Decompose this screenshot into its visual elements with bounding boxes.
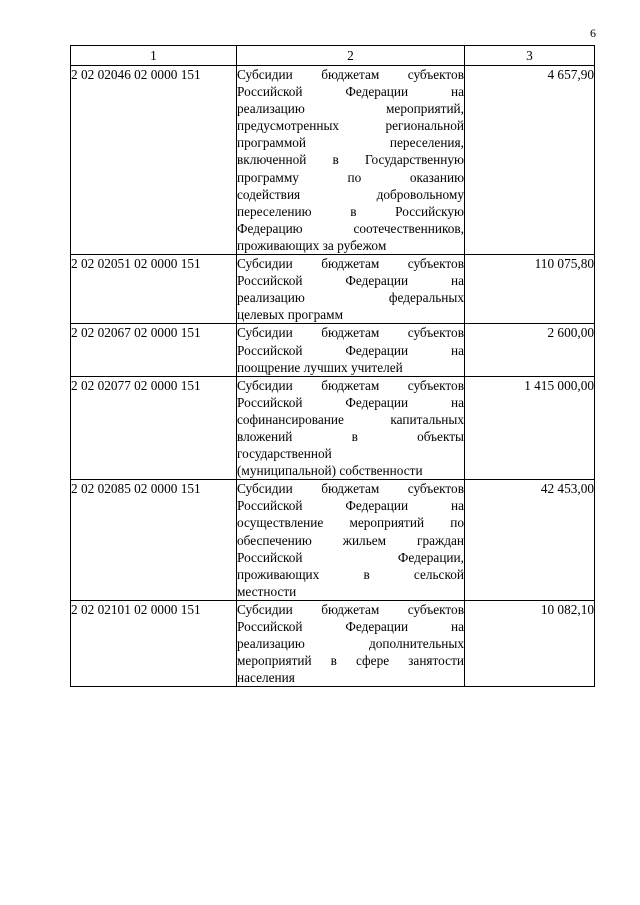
description-cell — [237, 66, 465, 255]
description-line: поощрение лучших учителей — [237, 359, 403, 375]
description-line: населения — [237, 670, 295, 686]
description-line: Российской Федерации на — [237, 342, 464, 358]
description-line: включенной в Государственную — [237, 152, 464, 168]
description-cell — [237, 480, 465, 601]
budget-code-cell: 2 02 02077 02 0000 151 — [71, 376, 237, 480]
column-header-2: 2 — [237, 46, 465, 66]
description-line: Субсидии бюджетам субъектов — [237, 256, 464, 272]
description-line: реализацию дополнительных — [237, 636, 464, 652]
description-line: программой переселения, — [237, 135, 464, 151]
amount-cell: 4 657,90 — [465, 66, 595, 255]
budget-table — [70, 45, 595, 687]
table-header-row — [71, 46, 595, 66]
amount-cell: 110 075,80 — [465, 255, 595, 324]
description-line: Российской Федерации на — [237, 273, 464, 289]
table-row — [71, 600, 595, 686]
description-line: Российской Федерации на — [237, 84, 464, 100]
description-line: реализацию мероприятий, — [237, 101, 464, 117]
description-line: софинансирование капитальных — [237, 411, 464, 427]
description-line: Субсидии бюджетам субъектов — [237, 67, 464, 82]
description-line: Субсидии бюджетам субъектов — [237, 601, 464, 617]
description-cell — [237, 600, 465, 686]
page-number: 6 — [590, 26, 596, 40]
column-header-3: 3 — [465, 46, 595, 66]
description-line: (муниципальной) собственности — [237, 463, 423, 479]
table-row — [71, 255, 595, 324]
description-line: вложений в объекты — [237, 428, 464, 444]
description-line: проживающих в сельской — [237, 566, 464, 582]
budget-code-cell: 2 02 02067 02 0000 151 — [71, 324, 237, 376]
budget-code-cell: 2 02 02085 02 0000 151 — [71, 480, 237, 601]
description-line: Российской Федерации на — [237, 394, 464, 410]
description-line: Субсидии бюджетам субъектов — [237, 325, 464, 341]
description-line: Субсидии бюджетам субъектов — [237, 481, 464, 497]
amount-cell: 42 453,00 — [465, 480, 595, 601]
column-header-1: 1 — [71, 46, 237, 66]
table-row — [71, 324, 595, 376]
table-row — [71, 480, 595, 601]
table-row — [71, 376, 595, 480]
description-line: переселению в Российскую — [237, 203, 464, 219]
description-line: целевых программ — [237, 307, 343, 323]
amount-cell: 1 415 000,00 — [465, 376, 595, 480]
table-body — [71, 66, 595, 687]
description-line: Федерацию соотечественников, — [237, 220, 464, 236]
budget-code-cell: 2 02 02051 02 0000 151 — [71, 255, 237, 324]
description-line: программу по оказанию — [237, 169, 464, 185]
description-cell — [237, 324, 465, 376]
description-line: Субсидии бюджетам субъектов — [237, 377, 464, 393]
description-line: Российской Федерации на — [237, 619, 464, 634]
description-line: Российской Федерации, — [237, 549, 464, 565]
description-line: осуществление мероприятий по — [237, 515, 464, 531]
description-cell — [237, 376, 465, 480]
description-line: обеспечению жильем граждан — [237, 532, 464, 548]
description-line: предусмотренных региональной — [237, 118, 464, 134]
budget-code-cell: 2 02 02101 02 0000 151 — [71, 600, 237, 686]
description-line: Российской Федерации на — [237, 498, 464, 514]
description-line: местности — [237, 583, 297, 599]
amount-cell: 10 082,10 — [465, 600, 595, 686]
budget-code-cell: 2 02 02046 02 0000 151 — [71, 66, 237, 255]
description-line: содействия добровольному — [237, 186, 464, 202]
table-row — [71, 66, 595, 255]
description-line: государственной — [237, 446, 332, 462]
description-line: мероприятий в сфере занятости — [237, 653, 464, 669]
amount-cell: 2 600,00 — [465, 324, 595, 376]
description-line: реализацию федеральных — [237, 290, 464, 306]
description-cell — [237, 255, 465, 324]
description-line: проживающих за рубежом — [237, 237, 387, 253]
